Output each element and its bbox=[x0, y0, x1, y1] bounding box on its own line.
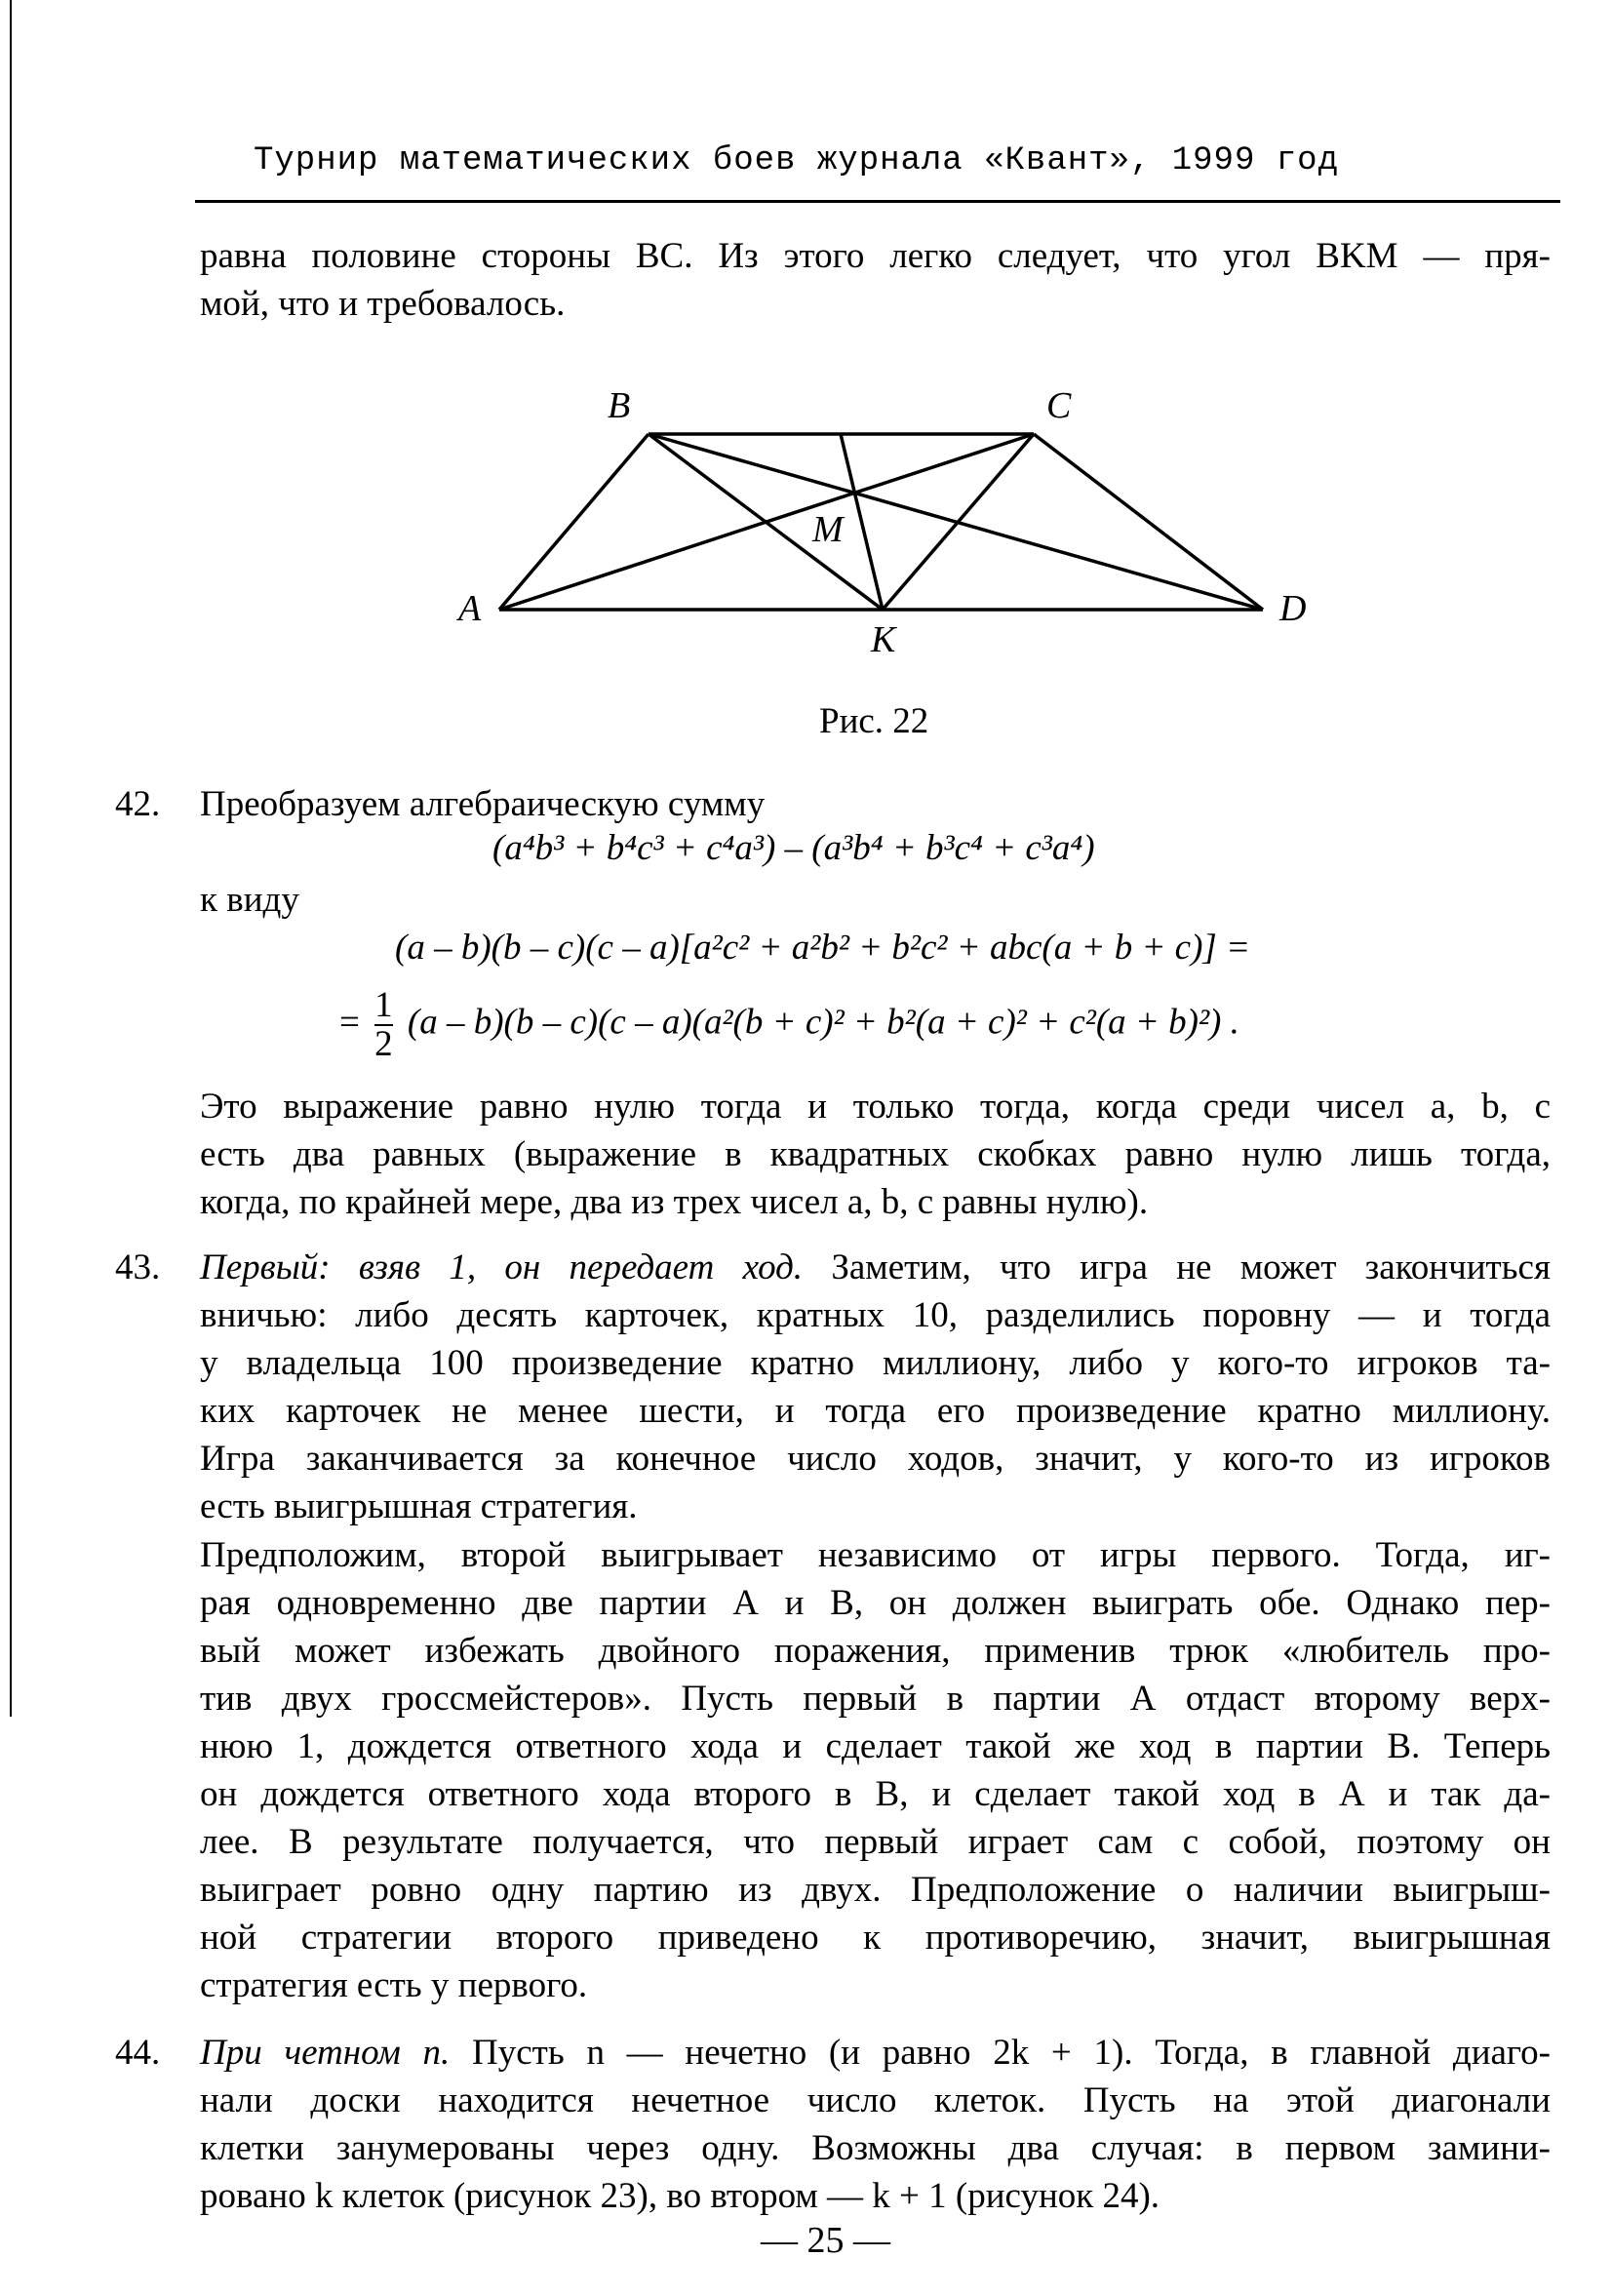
vertex-label-d: D bbox=[1279, 588, 1307, 629]
point-label-m: M bbox=[812, 509, 844, 550]
p43-paragraph-1: Первый: взяв 1, он передает ход. Заметим, что игра не может закончиться вничью: либо десять карточек, кратных 10, разделились поровну — и тогда у владельца 100 произведение кратно миллиону, либо у кого-то игроков та- ких карточек не менее шести, и тогда его произведение кратно миллиону. Игра заканчивается за конечное число ходов, значит, у кого-то из игроков есть выигрышная стратегия. bbox=[200, 1247, 1551, 1526]
vertex-label-b: B bbox=[608, 385, 631, 426]
vertex-label-c: C bbox=[1046, 385, 1072, 426]
p42-lead: Преобразуем алгебраическую сумму bbox=[200, 784, 766, 824]
fraction-one-half: $\frac{1}{2}$ bbox=[374, 985, 393, 1064]
p42-to-form: к виду bbox=[200, 880, 299, 920]
p42-formula-1: (a⁴b³ + b⁴c³ + c⁴a³) – (a³b⁴ + b³c⁴ + c³a⁴) bbox=[492, 828, 1095, 868]
p44-answer: При четном n. bbox=[200, 2033, 451, 2073]
figure-caption: Рис. 22 bbox=[819, 701, 929, 741]
intro-line-2: мой, что и требовалось. bbox=[200, 284, 566, 324]
running-head: Турнир математических боев журнала «Квант», 1999 год bbox=[254, 142, 1339, 179]
problem-number-44: 44. bbox=[115, 2033, 161, 2073]
p44-paragraph: При четном n. Пусть n — нечетно (и равно 2k + 1). Тогда, в главной диаго- нали доски находится нечетное число клеток. Пусть на этой диагонали клетки занумерованы через одну. Возможны два случая: в первом замини- ровано k клеток (рисунок 23), во втором — k + 1 (рисунок 24). bbox=[200, 2033, 1551, 2216]
figure-22 bbox=[0, 0, 1612, 683]
point-label-k: K bbox=[871, 619, 896, 660]
vertex-label-a: A bbox=[458, 588, 482, 629]
problem-number-42: 42. bbox=[115, 784, 161, 824]
problem-number-43: 43. bbox=[115, 1247, 161, 1287]
p42-formula-3: = $\frac{1}{2}$ (a – b)(b – c)(c – a)(a²(b + c)² + b²(a + c)² + c²(a + b)²) . bbox=[339, 985, 1239, 1064]
intro-line-1: равна половине стороны BC. Из этого легко следует, что угол BKM — пря- bbox=[200, 236, 1551, 276]
p43-paragraph-2: Предположим, второй выигрывает независимо от игры первого. Тогда, иг- рая одновременно две партии А и В, он должен выиграть обе. Однако пер- вый может избежать двойного поражения, применив трюк «любитель про- тив двух гроссмейстеров». Пусть первый в партии А отдаст второму верх- нюю 1, дождется ответного хода и сделает такой же ход в партии В. Теперь он дождется ответного хода второго в В, и сделает такой ход в А и так да- лее. В результате получается, что первый играет сам с собой, поэтому он выиграет ровно одну партию из двух. Предположение о наличии выигрыш- ной стратегии второго приведено к противоречию, значит, выигрышная стратегия есть у первого. bbox=[200, 1535, 1551, 2005]
p43-answer: Первый: взяв 1, он передает ход. bbox=[200, 1247, 804, 1287]
p42-conclusion: Это выражение равно нулю тогда и только тогда, когда среди чисел a, b, c есть два равных (выражение в квадратных скобках равно нулю лишь тогда, когда, по крайней мере, два из трех чисел a, b, c равны нулю). bbox=[200, 1087, 1551, 1222]
p42-formula-2: (a – b)(b – c)(c – a)[a²c² + a²b² + b²c² + abc(a + b + c)] = bbox=[395, 928, 1251, 968]
page-number: — 25 — bbox=[761, 2220, 890, 2261]
